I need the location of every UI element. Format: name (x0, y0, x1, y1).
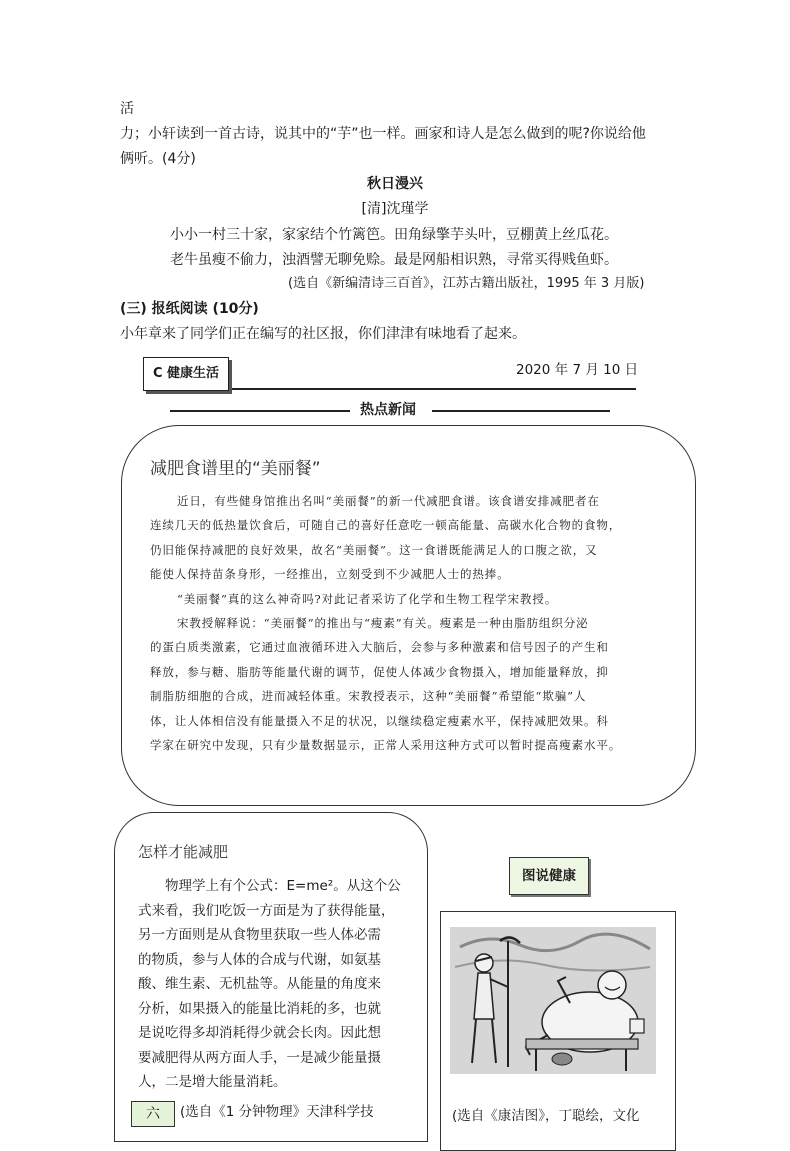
article-line: 宋教授解释说：“美丽餐”的推出与“瘦素”有关。瘦素是一种由脂肪组织分泌 (177, 616, 589, 631)
poem-title: 秋日漫兴 (367, 176, 423, 192)
health-picture-tag: 图说健康 (509, 857, 589, 895)
newspaper-date: 2020 年 7 月 10 日 (516, 362, 639, 378)
question-line-1: 活 (120, 101, 134, 117)
article-body-how-to-lose-weight (138, 874, 408, 1095)
article2-line: 要减肥得从两方面人手，一是减少能量摄 (138, 1049, 381, 1066)
article2-line: 是说吃得多却消耗得少就会长肉。因此想 (138, 1025, 381, 1041)
article2-line: 酸、维生素、无机盐等。从能量的角度来 (138, 976, 381, 992)
newspaper-section-badge: C 健康生活 (143, 357, 229, 391)
article-title-how-to-lose-weight: 怎样才能减肥 (138, 843, 229, 861)
article2-line: 人，二是增大能量消耗。 (138, 1074, 287, 1090)
question-line-2: 力；小轩读到一首古诗，说其中的“芋”也一样。画家和诗人是怎么做到的呢?你说给他 (120, 126, 646, 142)
article-line: 近日，有些健身馆推出名叫“美丽餐”的新一代减肥食谱。该食谱安排减肥者在 (177, 494, 600, 508)
article-line: 仍旧能保持减肥的良好效果，故名“美丽餐”。这一食谱既能满足人的口腹之欲，又 (150, 542, 598, 557)
divider-left (170, 410, 350, 412)
poem-line-2: 老牛虽瘦不偷力，浊酒譬无聊免赊。最是网船相识熟，寻常买得贱鱼虾。 (170, 252, 618, 268)
article2-line: 物理学上有个公式：E=me²。从这个公 (165, 878, 401, 894)
article-line: 制脂肪细胞的合成，进而减轻体重。宋教授表示，这种“美丽餐”希望能“欺骗”人 (150, 689, 587, 704)
article2-line: 另一方面则是从食物里获取一些人体必需 (138, 927, 381, 943)
article-title-beauty-meal: 减肥食谱里的“美丽餐” (150, 459, 321, 479)
article2-source: (选自《1 分钟物理》天津科学技 (180, 1104, 374, 1120)
article-line: 的蛋白质类激素，它通过血液循环进入大脑后，会参与多种激素和信号因子的产生和 (150, 640, 609, 655)
article-body-beauty-meal (150, 489, 680, 757)
article-line: 能使人保持苗条身形，一经推出，立刻受到不少减肥人士的热捧。 (150, 567, 510, 582)
section-intro: 小年章来了同学们正在编写的社区报，你们津津有味地看了起来。 (120, 326, 526, 342)
cartoon-drawing (450, 927, 656, 1074)
article-line: 体，让人体相信没有能量摄入不足的状况，以继续稳定瘦素水平，保持减肥效果。科 (150, 713, 609, 728)
article-line: 连续几天的低热量饮食后，可随自己的喜好任意吃一顿高能量、高碳水化合物的食物， (150, 518, 622, 533)
hot-news-label: 热点新闻 (360, 402, 416, 418)
poem-author: [清]沈瑾学 (361, 201, 429, 217)
article-line: “美丽餐”真的这么神奇吗?对此记者采访了化学和生物工程学宋教授。 (177, 591, 558, 606)
section-heading: (三) 报纸阅读 (10分) (120, 301, 259, 317)
article-line: 学家在研究中发现，只有少量数据显示，正常人采用这种方式可以暂时提高瘦素水平。 (150, 738, 622, 753)
cartoon-illustration (450, 927, 656, 1074)
poem-source: (选自《新编清诗三百首》，江苏古籍出版社，1995 年 3 月版) (288, 276, 645, 291)
article-line: 释放，参与糖、脂肪等能量代谢的调节，促使人体减少食物摄入，增加能量释放，抑 (150, 664, 609, 679)
picture-caption: (选自《康洁图》，丁聪绘，文化 (452, 1108, 640, 1124)
article2-line: 的物质，参与人体的合成与代谢，如氨基 (138, 951, 381, 968)
poem-line-1: 小小一村三十家，家家结个竹篱笆。田角绿擎芋头叶，豆棚黄上丝瓜花。 (170, 227, 618, 243)
article2-line: 式来看，我们吃饭一方面是为了获得能量， (138, 902, 395, 919)
article2-line: 分析，如果摄入的能量比消耗的多，也就 (138, 1000, 381, 1017)
question-line-3: 俩听。(4分) (120, 151, 196, 167)
divider-right (432, 410, 610, 412)
article2-tag: 六 (131, 1101, 175, 1127)
header-rule (232, 388, 636, 390)
